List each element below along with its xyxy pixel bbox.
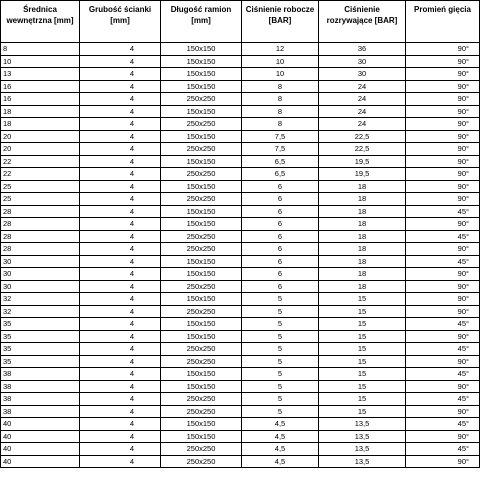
cell-burst-pressure: 15 [319,343,406,356]
cell-arm-length: 150x150 [161,43,242,56]
cell-working-pressure: 5 [242,293,319,306]
cell-arm-length: 250x250 [161,405,242,418]
cell-inner-diameter: 35 [1,343,80,356]
header-row [1,1,480,43]
cell-bend-radius: 90° [406,55,480,68]
cell-wall-thickness: 4 [80,118,161,131]
cell-burst-pressure: 30 [319,55,406,68]
cell-wall-thickness: 4 [80,443,161,456]
table-row [1,355,480,368]
table-row [1,280,480,293]
header-burst-pressure: Ciśnienie rozrywające [BAR] [319,1,406,43]
table-row [1,268,480,281]
cell-arm-length: 150x150 [161,293,242,306]
cell-inner-diameter: 20 [1,130,80,143]
cell-burst-pressure: 13,5 [319,430,406,443]
cell-bend-radius: 45° [406,230,480,243]
cell-working-pressure: 6,5 [242,155,319,168]
cell-wall-thickness: 4 [80,68,161,81]
cell-burst-pressure: 18 [319,230,406,243]
cell-inner-diameter: 16 [1,80,80,93]
cell-working-pressure: 6 [242,218,319,231]
cell-burst-pressure: 18 [319,205,406,218]
table-row [1,243,480,256]
cell-arm-length: 150x150 [161,330,242,343]
header-arm-length: Długość ramion [mm] [161,1,242,43]
cell-bend-radius: 45° [406,255,480,268]
cell-working-pressure: 6 [242,255,319,268]
cell-burst-pressure: 15 [319,380,406,393]
cell-working-pressure: 6 [242,205,319,218]
cell-arm-length: 150x150 [161,130,242,143]
cell-burst-pressure: 18 [319,243,406,256]
cell-burst-pressure: 15 [319,355,406,368]
cell-burst-pressure: 15 [319,393,406,406]
table-row [1,218,480,231]
cell-arm-length: 150x150 [161,218,242,231]
cell-inner-diameter: 38 [1,368,80,381]
cell-inner-diameter: 25 [1,193,80,206]
cell-working-pressure: 6,5 [242,168,319,181]
table-row [1,118,480,131]
cell-working-pressure: 6 [242,230,319,243]
cell-working-pressure: 5 [242,343,319,356]
cell-working-pressure: 10 [242,68,319,81]
cell-inner-diameter: 28 [1,230,80,243]
cell-wall-thickness: 4 [80,43,161,56]
cell-burst-pressure: 18 [319,180,406,193]
cell-bend-radius: 90° [406,43,480,56]
table-header [1,1,480,43]
cell-inner-diameter: 16 [1,93,80,106]
cell-inner-diameter: 10 [1,55,80,68]
cell-burst-pressure: 15 [319,405,406,418]
cell-inner-diameter: 38 [1,380,80,393]
table-row [1,330,480,343]
cell-arm-length: 150x150 [161,368,242,381]
cell-bend-radius: 90° [406,305,480,318]
table-row [1,80,480,93]
table-row [1,155,480,168]
cell-burst-pressure: 18 [319,280,406,293]
cell-burst-pressure: 15 [319,368,406,381]
cell-arm-length: 250x250 [161,393,242,406]
table-row [1,305,480,318]
cell-bend-radius: 90° [406,218,480,231]
cell-arm-length: 250x250 [161,143,242,156]
cell-arm-length: 250x250 [161,230,242,243]
cell-arm-length: 250x250 [161,455,242,468]
table-row [1,168,480,181]
cell-bend-radius: 45° [406,318,480,331]
cell-inner-diameter: 40 [1,443,80,456]
cell-arm-length: 150x150 [161,105,242,118]
cell-working-pressure: 6 [242,180,319,193]
cell-wall-thickness: 4 [80,305,161,318]
cell-wall-thickness: 4 [80,80,161,93]
table-row [1,143,480,156]
cell-arm-length: 150x150 [161,55,242,68]
table-row [1,255,480,268]
cell-bend-radius: 90° [406,455,480,468]
cell-working-pressure: 4,5 [242,430,319,443]
cell-inner-diameter: 40 [1,455,80,468]
cell-burst-pressure: 30 [319,68,406,81]
cell-wall-thickness: 4 [80,293,161,306]
cell-bend-radius: 45° [406,343,480,356]
cell-wall-thickness: 4 [80,355,161,368]
cell-burst-pressure: 24 [319,80,406,93]
cell-wall-thickness: 4 [80,280,161,293]
cell-bend-radius: 45° [406,205,480,218]
cell-working-pressure: 5 [242,405,319,418]
table-row [1,43,480,56]
table-row [1,368,480,381]
cell-arm-length: 250x250 [161,168,242,181]
cell-working-pressure: 5 [242,318,319,331]
cell-working-pressure: 5 [242,305,319,318]
cell-inner-diameter: 22 [1,168,80,181]
table-row [1,418,480,431]
cell-burst-pressure: 18 [319,268,406,281]
cell-arm-length: 150x150 [161,255,242,268]
cell-bend-radius: 45° [406,393,480,406]
cell-inner-diameter: 35 [1,330,80,343]
cell-wall-thickness: 4 [80,368,161,381]
cell-wall-thickness: 4 [80,193,161,206]
cell-bend-radius: 90° [406,243,480,256]
table-row [1,293,480,306]
cell-burst-pressure: 15 [319,330,406,343]
cell-working-pressure: 6 [242,268,319,281]
cell-bend-radius: 90° [406,105,480,118]
cell-working-pressure: 12 [242,43,319,56]
cell-arm-length: 250x250 [161,355,242,368]
cell-bend-radius: 90° [406,168,480,181]
cell-arm-length: 250x250 [161,305,242,318]
cell-inner-diameter: 32 [1,293,80,306]
cell-inner-diameter: 30 [1,255,80,268]
cell-arm-length: 250x250 [161,280,242,293]
cell-bend-radius: 90° [406,68,480,81]
cell-bend-radius: 90° [406,293,480,306]
cell-burst-pressure: 22,5 [319,130,406,143]
cell-arm-length: 150x150 [161,80,242,93]
table-row [1,393,480,406]
cell-burst-pressure: 22,5 [319,143,406,156]
header-inner-diameter: Średnica wewnętrzna [mm] [1,1,80,43]
cell-burst-pressure: 24 [319,118,406,131]
table-body [1,43,480,468]
cell-inner-diameter: 28 [1,218,80,231]
cell-bend-radius: 90° [406,330,480,343]
cell-bend-radius: 90° [406,355,480,368]
cell-bend-radius: 90° [406,280,480,293]
cell-burst-pressure: 19,5 [319,155,406,168]
cell-wall-thickness: 4 [80,143,161,156]
cell-working-pressure: 5 [242,393,319,406]
cell-inner-diameter: 13 [1,68,80,81]
cell-wall-thickness: 4 [80,430,161,443]
cell-wall-thickness: 4 [80,218,161,231]
cell-inner-diameter: 38 [1,405,80,418]
table-row [1,193,480,206]
cell-wall-thickness: 4 [80,230,161,243]
cell-wall-thickness: 4 [80,105,161,118]
cell-arm-length: 250x250 [161,193,242,206]
cell-working-pressure: 6 [242,280,319,293]
cell-wall-thickness: 4 [80,180,161,193]
table-row [1,130,480,143]
table-row [1,180,480,193]
table-row [1,343,480,356]
cell-bend-radius: 90° [406,380,480,393]
cell-working-pressure: 5 [242,355,319,368]
cell-wall-thickness: 4 [80,130,161,143]
table-row [1,443,480,456]
cell-bend-radius: 90° [406,80,480,93]
cell-wall-thickness: 4 [80,93,161,106]
cell-working-pressure: 7,5 [242,130,319,143]
cell-burst-pressure: 13,5 [319,418,406,431]
cell-burst-pressure: 24 [319,105,406,118]
cell-arm-length: 150x150 [161,180,242,193]
cell-burst-pressure: 13,5 [319,443,406,456]
cell-arm-length: 150x150 [161,155,242,168]
cell-working-pressure: 7,5 [242,143,319,156]
table-row [1,405,480,418]
cell-wall-thickness: 4 [80,243,161,256]
cell-arm-length: 150x150 [161,430,242,443]
cell-wall-thickness: 4 [80,255,161,268]
cell-wall-thickness: 4 [80,268,161,281]
table-row [1,318,480,331]
cell-working-pressure: 10 [242,55,319,68]
cell-wall-thickness: 4 [80,168,161,181]
cell-burst-pressure: 24 [319,93,406,106]
cell-inner-diameter: 28 [1,205,80,218]
cell-inner-diameter: 30 [1,268,80,281]
cell-burst-pressure: 19,5 [319,168,406,181]
cell-bend-radius: 45° [406,443,480,456]
cell-bend-radius: 45° [406,418,480,431]
cell-bend-radius: 45° [406,368,480,381]
cell-burst-pressure: 36 [319,43,406,56]
cell-arm-length: 150x150 [161,318,242,331]
header-wall-thickness: Grubość ścianki [mm] [80,1,161,43]
cell-burst-pressure: 18 [319,255,406,268]
cell-inner-diameter: 18 [1,118,80,131]
cell-inner-diameter: 40 [1,430,80,443]
cell-working-pressure: 5 [242,380,319,393]
cell-inner-diameter: 35 [1,355,80,368]
cell-burst-pressure: 13,5 [319,455,406,468]
cell-arm-length: 150x150 [161,205,242,218]
cell-burst-pressure: 15 [319,293,406,306]
cell-arm-length: 150x150 [161,380,242,393]
cell-inner-diameter: 30 [1,280,80,293]
cell-burst-pressure: 15 [319,305,406,318]
table-row [1,105,480,118]
cell-arm-length: 150x150 [161,418,242,431]
cell-bend-radius: 90° [406,143,480,156]
cell-inner-diameter: 25 [1,180,80,193]
table-row [1,380,480,393]
table-row [1,455,480,468]
cell-wall-thickness: 4 [80,55,161,68]
cell-bend-radius: 90° [406,130,480,143]
cell-working-pressure: 5 [242,330,319,343]
cell-inner-diameter: 20 [1,143,80,156]
cell-working-pressure: 8 [242,93,319,106]
cell-wall-thickness: 4 [80,393,161,406]
cell-arm-length: 250x250 [161,343,242,356]
cell-working-pressure: 4,5 [242,455,319,468]
cell-bend-radius: 90° [406,93,480,106]
cell-working-pressure: 4,5 [242,443,319,456]
cell-bend-radius: 90° [406,430,480,443]
cell-burst-pressure: 18 [319,193,406,206]
cell-bend-radius: 90° [406,268,480,281]
cell-bend-radius: 90° [406,405,480,418]
cell-arm-length: 150x150 [161,68,242,81]
cell-arm-length: 250x250 [161,118,242,131]
header-bend-radius: Promień gięcia [406,1,480,43]
cell-wall-thickness: 4 [80,405,161,418]
cell-wall-thickness: 4 [80,155,161,168]
cell-burst-pressure: 15 [319,318,406,331]
cell-working-pressure: 5 [242,368,319,381]
cell-wall-thickness: 4 [80,380,161,393]
cell-wall-thickness: 4 [80,318,161,331]
cell-arm-length: 250x250 [161,243,242,256]
cell-inner-diameter: 22 [1,155,80,168]
cell-wall-thickness: 4 [80,343,161,356]
cell-inner-diameter: 35 [1,318,80,331]
cell-inner-diameter: 38 [1,393,80,406]
cell-bend-radius: 90° [406,180,480,193]
table-row [1,205,480,218]
cell-bend-radius: 90° [406,193,480,206]
cell-inner-diameter: 28 [1,243,80,256]
cell-wall-thickness: 4 [80,330,161,343]
cell-arm-length: 250x250 [161,443,242,456]
cell-wall-thickness: 4 [80,205,161,218]
cell-working-pressure: 8 [242,105,319,118]
cell-burst-pressure: 18 [319,218,406,231]
cell-arm-length: 150x150 [161,268,242,281]
cell-inner-diameter: 32 [1,305,80,318]
cell-inner-diameter: 8 [1,43,80,56]
cell-arm-length: 250x250 [161,93,242,106]
table-row [1,230,480,243]
table-row [1,55,480,68]
cell-wall-thickness: 4 [80,455,161,468]
table-row [1,430,480,443]
cell-wall-thickness: 4 [80,418,161,431]
cell-bend-radius: 90° [406,155,480,168]
cell-bend-radius: 90° [406,118,480,131]
cell-working-pressure: 8 [242,80,319,93]
table-row [1,93,480,106]
cell-inner-diameter: 18 [1,105,80,118]
cell-working-pressure: 6 [242,243,319,256]
cell-working-pressure: 8 [242,118,319,131]
table-row [1,68,480,81]
cell-working-pressure: 6 [242,193,319,206]
cell-inner-diameter: 40 [1,418,80,431]
header-working-pressure: Ciśnienie robocze [BAR] [242,1,319,43]
cell-working-pressure: 4,5 [242,418,319,431]
